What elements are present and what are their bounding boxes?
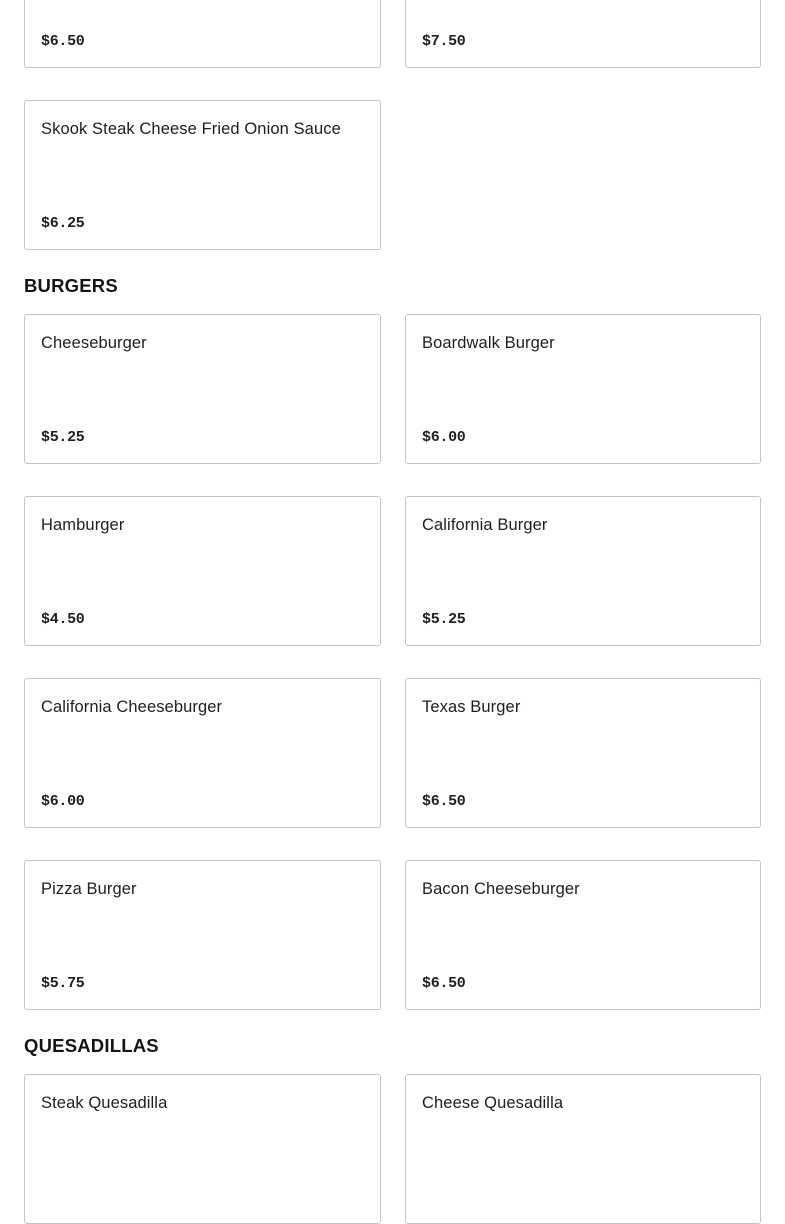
item-name: Cheese Quesadilla — [422, 1094, 564, 1112]
menu-item-card[interactable] — [405, 496, 761, 646]
menu-item-card[interactable] — [24, 678, 381, 828]
menu-item-card[interactable] — [405, 678, 761, 828]
item-price: $6.25 — [41, 215, 85, 232]
item-price: $6.50 — [422, 793, 466, 810]
item-price: $5.25 — [41, 429, 85, 446]
item-price: $4.50 — [41, 611, 85, 628]
item-name: California Cheeseburger — [41, 698, 223, 716]
menu-item-card[interactable] — [405, 0, 761, 68]
menu-item-card[interactable] — [24, 860, 381, 1010]
menu-item-card[interactable] — [405, 314, 761, 464]
item-name: Cheeseburger — [41, 334, 147, 352]
section-title-burgers: BURGERS — [24, 275, 118, 296]
item-name: Bacon Cheeseburger — [422, 880, 580, 898]
item-name: Pizza Burger — [41, 880, 137, 898]
menu-item-card[interactable] — [405, 860, 761, 1010]
item-name: Skook Steak Cheese Fried Onion Sauce — [41, 120, 341, 138]
menu-item-card[interactable] — [24, 314, 381, 464]
item-price: $6.50 — [41, 33, 85, 50]
item-price: $6.00 — [41, 793, 85, 810]
item-name: California Burger — [422, 516, 548, 534]
item-name: Texas Burger — [422, 698, 521, 716]
section-title-quesadillas: QUESADILLAS — [24, 1035, 159, 1056]
item-name: Steak Quesadilla — [41, 1094, 168, 1112]
menu-item-card[interactable] — [24, 496, 381, 646]
item-price: $6.50 — [422, 975, 466, 992]
item-price: $7.50 — [422, 33, 466, 50]
item-name: Hamburger — [41, 516, 125, 534]
item-name: Boardwalk Burger — [422, 334, 555, 352]
item-price: $5.75 — [41, 975, 85, 992]
item-price: $5.25 — [422, 611, 466, 628]
menu-item-card[interactable] — [24, 0, 381, 68]
menu-item-card[interactable] — [405, 1074, 761, 1224]
menu-item-card[interactable] — [24, 1074, 381, 1224]
menu-item-card[interactable] — [24, 100, 381, 250]
item-price: $6.00 — [422, 429, 466, 446]
